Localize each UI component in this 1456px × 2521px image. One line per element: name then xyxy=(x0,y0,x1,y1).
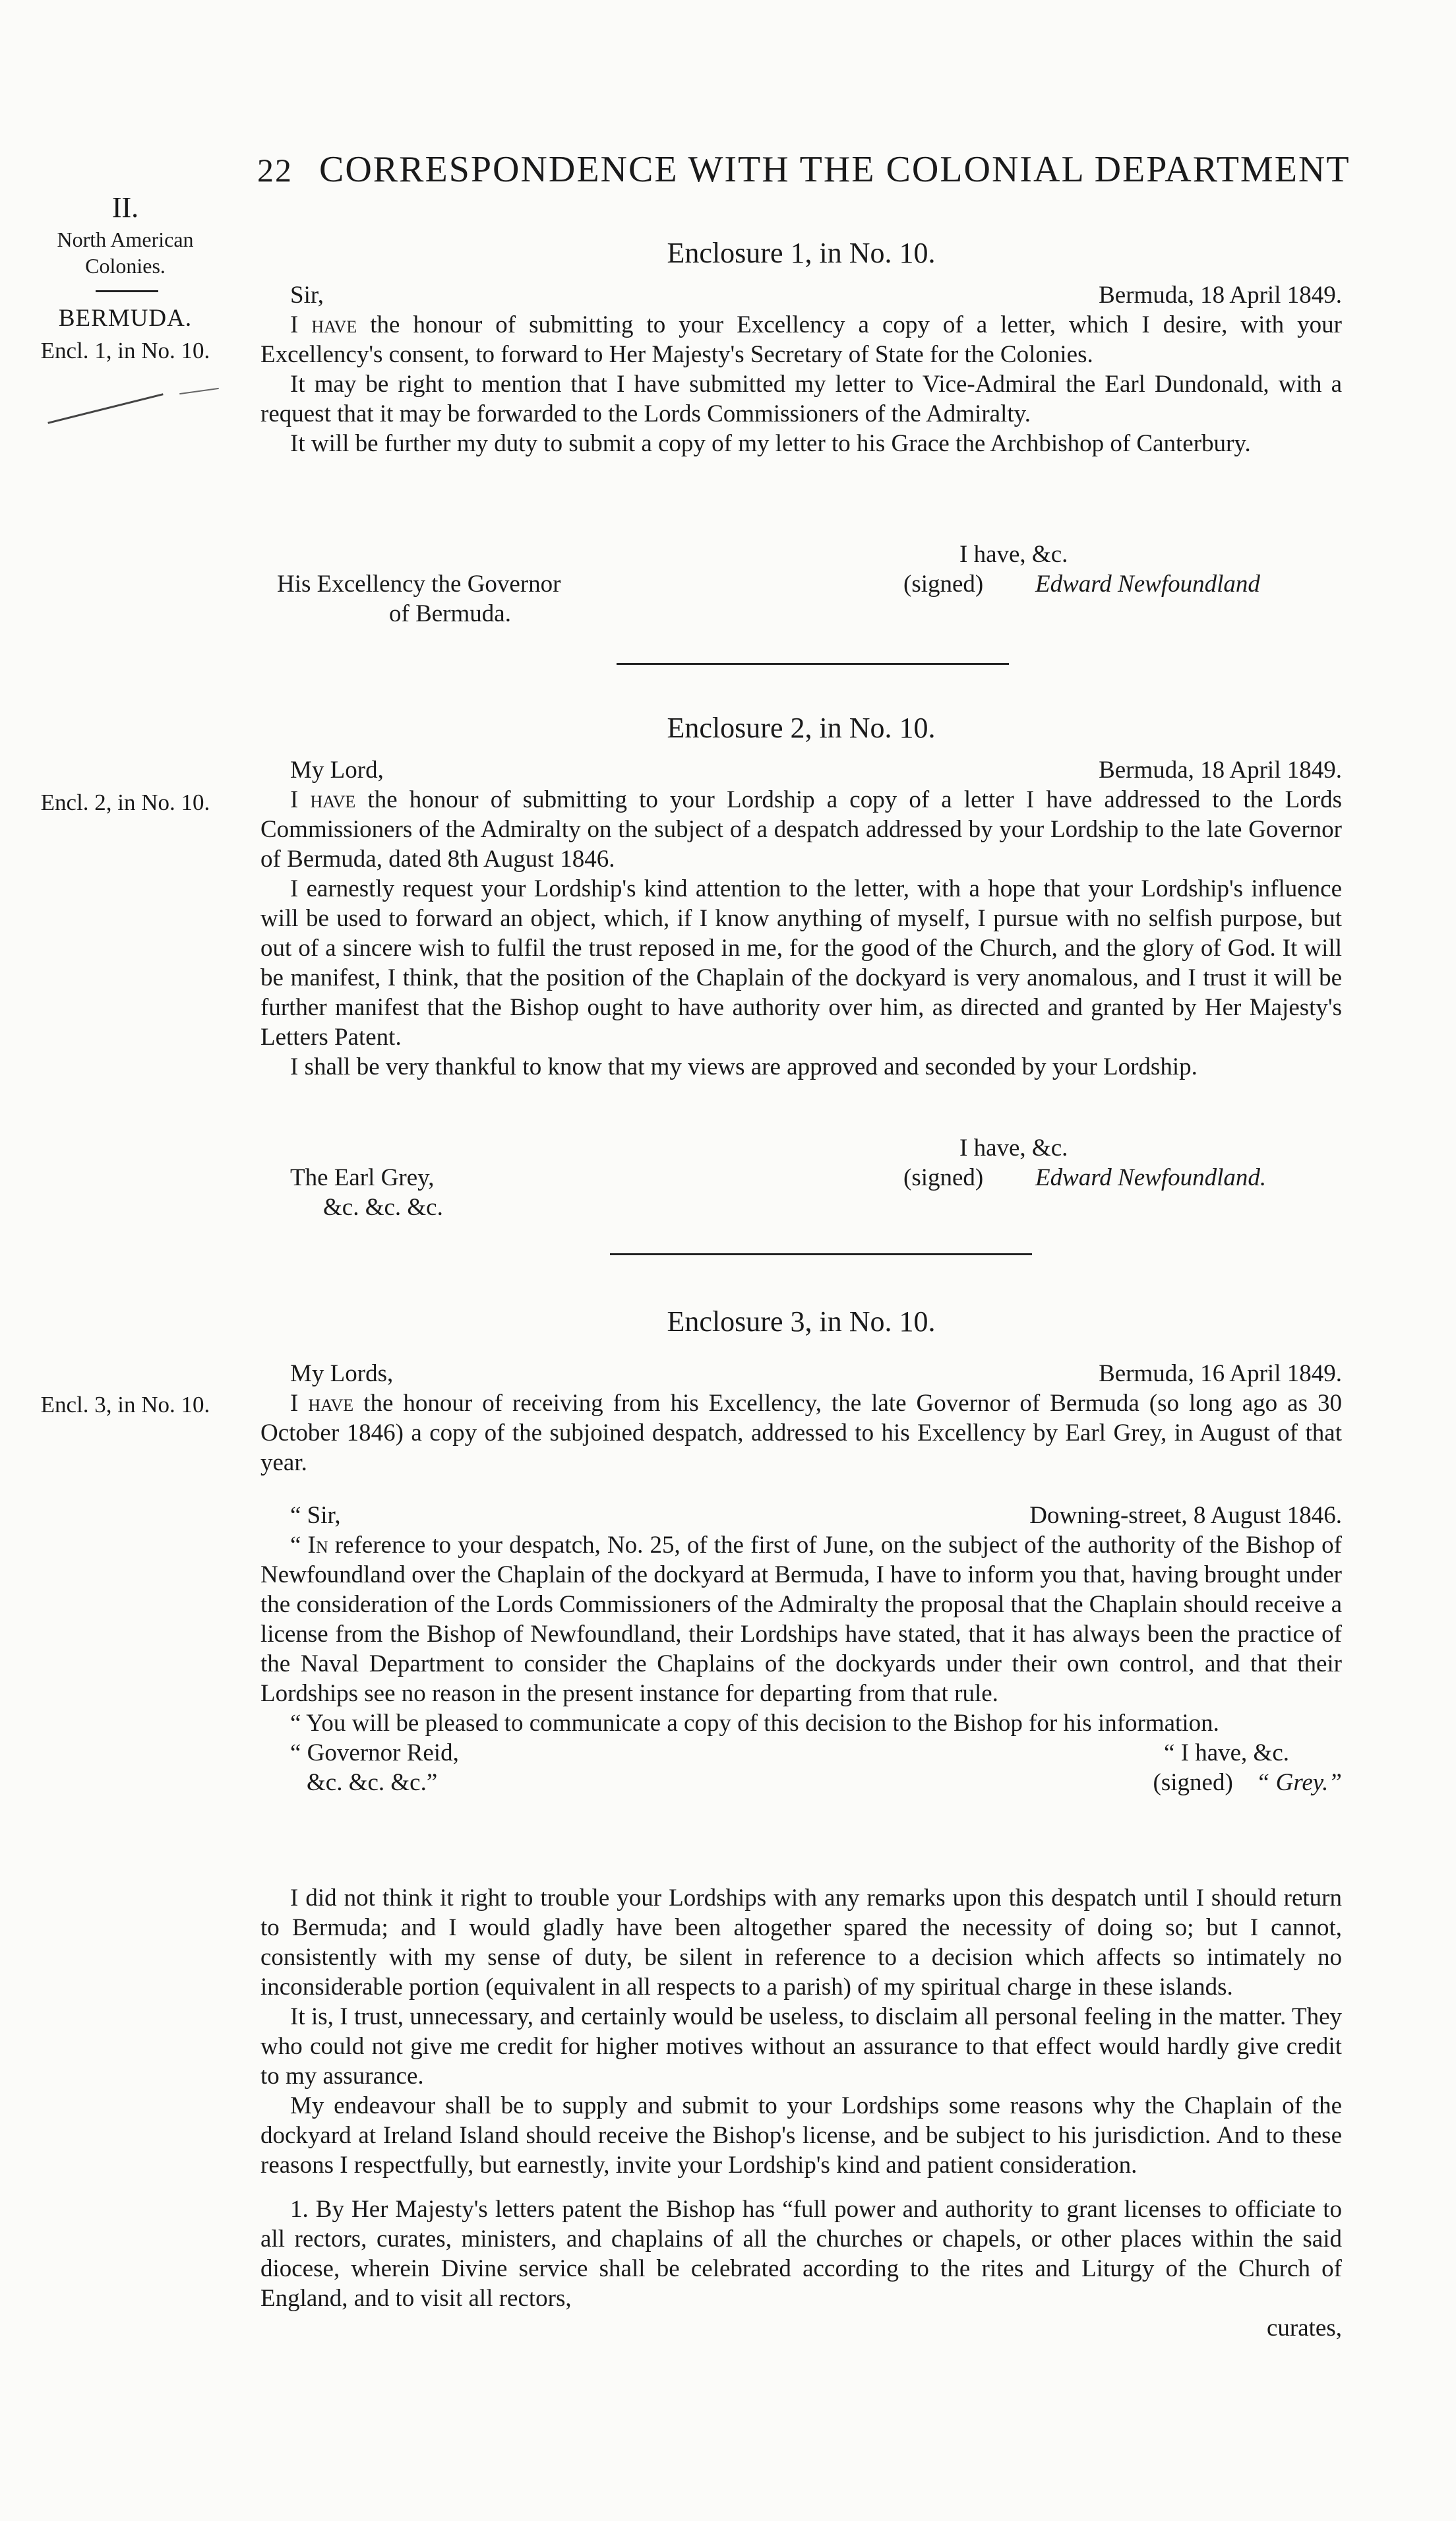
enclosure2-place-date: Bermuda, 18 April 1849. xyxy=(1099,757,1342,784)
sidebar-colony: BERMUDA. xyxy=(58,305,193,332)
quoted-signature: “ Grey.” xyxy=(1256,1769,1342,1796)
quoted-addressee2: &c. &c. &c.” xyxy=(307,1769,438,1796)
sidebar-section-line2: Colonies. xyxy=(85,254,166,278)
page-number: 22 xyxy=(257,152,293,189)
enclosure2-salutation: My Lord, xyxy=(290,757,384,784)
quoted-signed: (signed) xyxy=(1153,1769,1233,1796)
enclosure3-dateline xyxy=(260,1359,1342,1388)
quoted-place-date: Downing-street, 8 August 1846. xyxy=(1029,1502,1342,1529)
quoted-despatch xyxy=(260,1501,1342,1797)
enclosure1-title: Enclosure 1, in No. 10. xyxy=(667,237,936,269)
quoted-paragraph-1: “ In reference to your despatch, No. 25, of the first of June, on the subject of the authority of the Bishop of Newfoundland over the Chaplain of the dockyard at Bermuda, I have to inform you that, having brought under the consideration of the Lords Commissioners of the Admiralty the proposal that the Chaplain should receive a license from the Bishop of Newfoundland, their Lordships have stated, that it has always been the practice of the Naval Department to consider the Chaplains of the dockyards under their own control, and that their Lordships see no reason in the present instance for departing from that rule. xyxy=(260,1532,1342,1707)
enclosure1-paragraph-1: I have the honour of submitting to your Excellency a copy of a letter, which I desire, with your Excellency's consent, to forward to Her Majesty's Secretary of State for the Colonies. xyxy=(260,311,1342,368)
header-title: CORRESPONDENCE WITH THE COLONIAL DEPARTMENT xyxy=(319,149,1350,190)
enclosure2-paragraph-1: I have the honour of submitting to your Lordship a copy of a letter I have addressed to the Lords Commissioners of the Admiralty on the subject of a despatch addressed by your Lordship to the late Governor of Bermuda, dated 8th August 1846. xyxy=(260,786,1343,873)
enclosure2-addressee1: The Earl Grey, xyxy=(290,1164,435,1191)
enclosure3-paragraph-1: I have the honour of receiving from his Excellency, the late Governor of Bermuda (so long ago as 30 October 1846) a copy of the subjoined despatch, addressed to his Excellency by Earl Grey, in August of that year. xyxy=(260,1390,1343,1476)
enclosure3-paragraph-4: My endeavour shall be to supply and submit to your Lordships some reasons why the Chaplain of the dockyard at Ireland Island should receive the Bishop's license, and be subject to his jurisdiction. And to these reasons I respectfully, but earnestly, invite your Lordship's kind and patient consideration. xyxy=(260,2092,1342,2179)
enclosure3-paragraph-3: It is, I trust, unnecessary, and certainly would be useless, to disclaim all personal feeling in the matter. They who could not give me credit for higher motives without an assurance to that effect would hardly give credit to my assurance. xyxy=(260,2003,1342,2090)
enclosure2-addressee2: &c. &c. &c. xyxy=(323,1194,443,1221)
enclosure3-body-main xyxy=(260,1883,1342,2343)
enclosure2-paragraph-3: I shall be very thankful to know that my views are approved and seconded by your Lordship. xyxy=(290,1053,1198,1080)
quoted-salutation: “ Sir, xyxy=(290,1502,341,1529)
enclosure2-signed: (signed) xyxy=(903,1164,984,1191)
enclosure1-signature: Edward Newfoundland xyxy=(1035,571,1260,598)
enclosure1-salutation: Sir, xyxy=(290,282,324,309)
enclosure1-signed: (signed) xyxy=(903,571,984,598)
enclosure2-separator xyxy=(610,1253,1032,1255)
enclosure3-salutation: My Lords, xyxy=(290,1360,394,1387)
enclosure2-closing: I have, &c. xyxy=(959,1135,1068,1162)
margin-pen-mark-small xyxy=(179,388,219,394)
quoted-dateline xyxy=(260,1501,1342,1530)
sidebar-section-number: II. xyxy=(111,191,139,224)
enclosure1-separator xyxy=(617,663,1009,665)
running-header xyxy=(257,148,1350,191)
enclosure3-paragraph-2: I did not think it right to trouble your Lordships with any remarks upon this despatch until I should return to Bermuda; and I would gladly have been altogether spared the necessity of doing so; but I cannot, consistently with my sense of duty, be silent in reference to a decision which affects so intimately no inconsiderable portion (equivalent in all respects to a parish) of my spiritual charge in these islands. xyxy=(260,1884,1342,2001)
enclosure3-paragraph-5: 1. By Her Majesty's letters patent the Bishop has “full power and authority to grant licenses to officiate to all rectors, curates, ministers, and chaplains of all the churches or chapels, or other places within the said diocese, wherein Divine service shall be celebrated according to the rites and Liturgy of the Church of England, and to visit all rectors, xyxy=(260,2196,1342,2312)
enclosure2-paragraph-2: I earnestly request your Lordship's kind attention to the letter, with a hope that your Lordship's influence will be used to forward an object, which, if I know anything of myself, I pursue with no selfish purpose, but out of a sincere wish to fulfil the trust reposed in me, for the good of the Church, and the glory of God. It will be manifest, I think, that the position of the Chaplain of the dockyard is very anomalous, and I trust it will be further manifest that the Bishop ought to have authority over him, as directed and granted by Her Majesty's Letters Patent. xyxy=(260,875,1342,1051)
enclosure1-closing: I have, &c. xyxy=(959,541,1068,568)
quoted-closing: “ I have, &c. xyxy=(1163,1739,1289,1766)
enclosure1-dateline xyxy=(260,280,1342,310)
enclosure3-place-date: Bermuda, 16 April 1849. xyxy=(1099,1360,1342,1387)
enclosure1-addressee2: of Bermuda. xyxy=(389,600,511,627)
enclosure1-place-date: Bermuda, 18 April 1849. xyxy=(1099,282,1342,309)
enclosure2-title: Enclosure 2, in No. 10. xyxy=(667,712,936,744)
enclosure1-body xyxy=(260,280,1342,458)
margin-pen-mark xyxy=(47,393,163,423)
sidebar-divider xyxy=(96,290,158,292)
sidebar-section-line1: North American xyxy=(57,228,194,251)
enclosure2-body xyxy=(260,755,1342,1082)
enclosure2-signature: Edward Newfoundland. xyxy=(1035,1164,1267,1191)
quoted-addressee1: “ Governor Reid, xyxy=(290,1739,459,1766)
quoted-signature-row-2 xyxy=(260,1768,1342,1797)
enclosure3-body-intro xyxy=(260,1359,1342,1478)
enclosure2-signature-block xyxy=(260,1133,1342,1222)
enclosure1-signature-block xyxy=(260,540,1342,629)
enclosure2-dateline xyxy=(260,755,1342,785)
enclosure1-paragraph-3: It will be further my duty to submit a copy of my letter to his Grace the Archbishop of Canterbury. xyxy=(290,430,1251,457)
sidebar-encl2: Encl. 2, in No. 10. xyxy=(40,790,210,815)
enclosure1-addressee1: His Excellency the Governor xyxy=(277,571,561,598)
catchword: curates, xyxy=(1266,2315,1342,2342)
sidebar-encl1: Encl. 1, in No. 10. xyxy=(40,338,210,363)
enclosure1-paragraph-2: It may be right to mention that I have submitted my letter to Vice-Admiral the Earl Dundonald, with a request that it may be forwarded to the Lords Commissioners of the Admiralty. xyxy=(260,371,1342,427)
enclosure3-title: Enclosure 3, in No. 10. xyxy=(667,1305,936,1338)
quoted-signature-row-1 xyxy=(260,1738,1342,1768)
sidebar-encl3: Encl. 3, in No. 10. xyxy=(40,1392,210,1417)
quoted-paragraph-2: “ You will be pleased to communicate a copy of this decision to the Bishop for his information. xyxy=(290,1710,1219,1737)
